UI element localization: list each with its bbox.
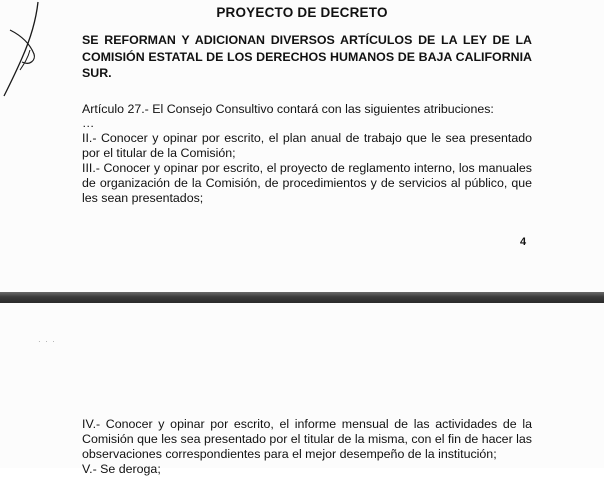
item-iii-line-2: de organización de la Comisión, de procedimientos y de servicios al público, que bbox=[82, 176, 532, 190]
decree-subject: SE REFORMAN Y ADICIONAN DIVERSOS ARTÍCULOS DE LA LEY DE LA COMISIÓN ESTATAL DE LOS DERECHOS HUMANOS DE BAJA CALIFORNIA SUR. bbox=[82, 33, 532, 80]
item-iii-line-3: les sean presentados; bbox=[82, 191, 204, 205]
ellipsis-line: … bbox=[82, 116, 95, 130]
item-ii-line-2: por el titular de la Comisión; bbox=[82, 146, 236, 160]
item-ii-line-1: II.- Conocer y opinar por escrito, el plan anual de trabajo que le sea presentado bbox=[82, 131, 532, 145]
item-iv-line-3: observaciones correspondientes para el mejor desempeño de la institución; bbox=[82, 447, 497, 461]
document-heading: PROYECTO DE DECRETO bbox=[216, 5, 388, 20]
item-iii-line-1: III.- Conocer y opinar por escrito, el proyecto de reglamento interno, los manuales bbox=[82, 161, 532, 175]
page-number: 4 bbox=[520, 236, 527, 248]
item-v-line: V.- Se deroga; bbox=[82, 462, 161, 476]
article-intro-line: Artículo 27.- El Consejo Consultivo contará con las siguientes atribuciones: bbox=[82, 102, 494, 116]
item-iv-line-1: IV.- Conocer y opinar por escrito, el informe mensual de las actividades de la bbox=[82, 417, 532, 431]
document-page-2 bbox=[0, 303, 604, 476]
scan-speck: · · · bbox=[38, 337, 55, 346]
page-separator bbox=[0, 292, 604, 303]
item-iv-line-2: Comisión que les sea presentado por el titular de la misma, con el fin de hacer las bbox=[82, 432, 532, 446]
